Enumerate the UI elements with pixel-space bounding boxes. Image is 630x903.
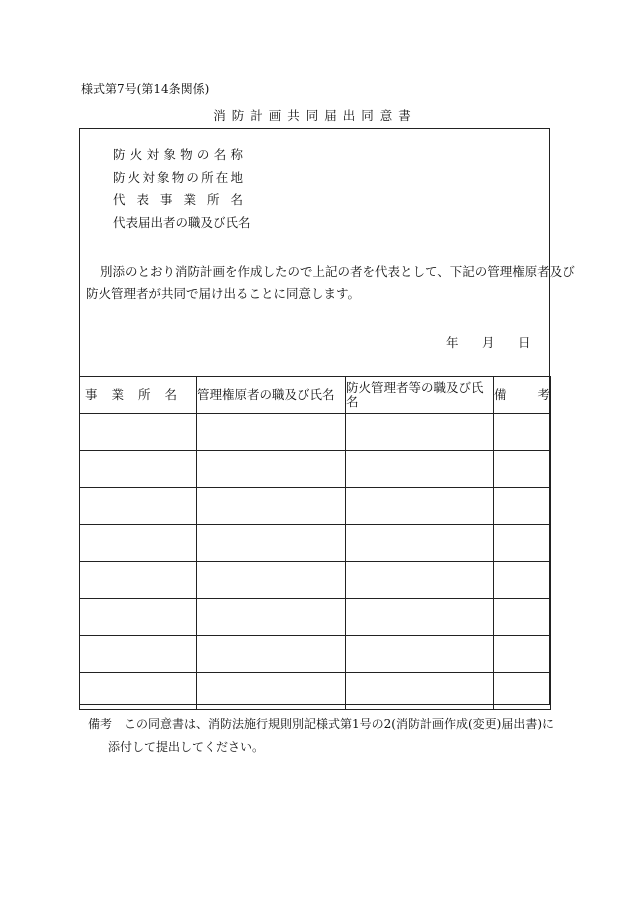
field-label-representative-name: 代表届出者の職及び氏名 bbox=[113, 214, 251, 230]
header-remarks: 備考 bbox=[494, 377, 551, 414]
owner-cell[interactable] bbox=[197, 488, 346, 525]
header-fire-manager: 防火管理者等の職及び氏名 bbox=[346, 377, 494, 414]
field-label-building-address: 防火対象物の所在地 bbox=[113, 169, 243, 185]
manager-cell[interactable] bbox=[346, 673, 494, 710]
manager-cell[interactable] bbox=[346, 451, 494, 488]
table-row bbox=[80, 562, 551, 599]
table-row bbox=[80, 599, 551, 636]
field-label-building-name: 防火対象物の名称 bbox=[113, 147, 243, 162]
remarks-cell[interactable] bbox=[494, 414, 551, 451]
table-row bbox=[80, 525, 551, 562]
table-row bbox=[80, 414, 551, 451]
form-number: 様式第7号(第14条関係) bbox=[81, 82, 210, 96]
remarks-cell[interactable] bbox=[494, 562, 551, 599]
header-owner: 管理権原者の職及び氏名 bbox=[197, 377, 346, 414]
manager-cell[interactable] bbox=[346, 414, 494, 451]
table-row bbox=[80, 636, 551, 673]
remarks-cell[interactable] bbox=[494, 525, 551, 562]
agreement-line-1: 別添のとおり消防計画を作成したので上記の者を代表として、下記の管理権原者及び bbox=[100, 264, 575, 279]
remarks-cell[interactable] bbox=[494, 599, 551, 636]
owner-cell[interactable] bbox=[197, 414, 346, 451]
office-cell[interactable] bbox=[80, 451, 197, 488]
date-year-label: 年 bbox=[446, 335, 459, 350]
owner-cell[interactable] bbox=[197, 562, 346, 599]
table-row bbox=[80, 673, 551, 710]
owner-cell[interactable] bbox=[197, 451, 346, 488]
owner-cell[interactable] bbox=[197, 525, 346, 562]
office-cell[interactable] bbox=[80, 562, 197, 599]
office-cell[interactable] bbox=[80, 673, 197, 710]
owner-cell[interactable] bbox=[197, 673, 346, 710]
document-title: 消防計画共同届出同意書 bbox=[213, 108, 417, 123]
agreement-text bbox=[86, 261, 575, 305]
manager-cell[interactable] bbox=[346, 599, 494, 636]
owner-cell[interactable] bbox=[197, 599, 346, 636]
table-header-row bbox=[80, 377, 551, 414]
remarks-note bbox=[88, 713, 568, 759]
manager-cell[interactable] bbox=[346, 488, 494, 525]
manager-cell[interactable] bbox=[346, 562, 494, 599]
office-cell[interactable] bbox=[80, 488, 197, 525]
office-cell[interactable] bbox=[80, 636, 197, 673]
office-cell[interactable] bbox=[80, 525, 197, 562]
header-office-name: 事業所名 bbox=[80, 377, 197, 414]
remarks-cell[interactable] bbox=[494, 451, 551, 488]
signature-table bbox=[79, 376, 551, 710]
field-labels bbox=[113, 144, 251, 234]
date-month-label: 月 bbox=[482, 335, 495, 350]
office-cell[interactable] bbox=[80, 599, 197, 636]
table-body bbox=[80, 414, 551, 710]
owner-cell[interactable] bbox=[197, 636, 346, 673]
remarks-cell[interactable] bbox=[494, 636, 551, 673]
date-day-label: 日 bbox=[518, 335, 531, 350]
remarks-note-line-1: 備考 この同意書は、消防法施行規則別記様式第1号の2(消防計画作成(変更)届出書)に bbox=[88, 717, 554, 731]
manager-cell[interactable] bbox=[346, 525, 494, 562]
remarks-cell[interactable] bbox=[494, 673, 551, 710]
agreement-line-2: 防火管理者が共同で届け出ることに同意します。 bbox=[86, 286, 361, 301]
field-label-representative-office: 代表事業所名 bbox=[113, 192, 243, 208]
remarks-cell[interactable] bbox=[494, 488, 551, 525]
table-row bbox=[80, 451, 551, 488]
table-row bbox=[80, 488, 551, 525]
manager-cell[interactable] bbox=[346, 636, 494, 673]
remarks-note-line-2: 添付して提出してください。 bbox=[108, 740, 265, 754]
office-cell[interactable] bbox=[80, 414, 197, 451]
